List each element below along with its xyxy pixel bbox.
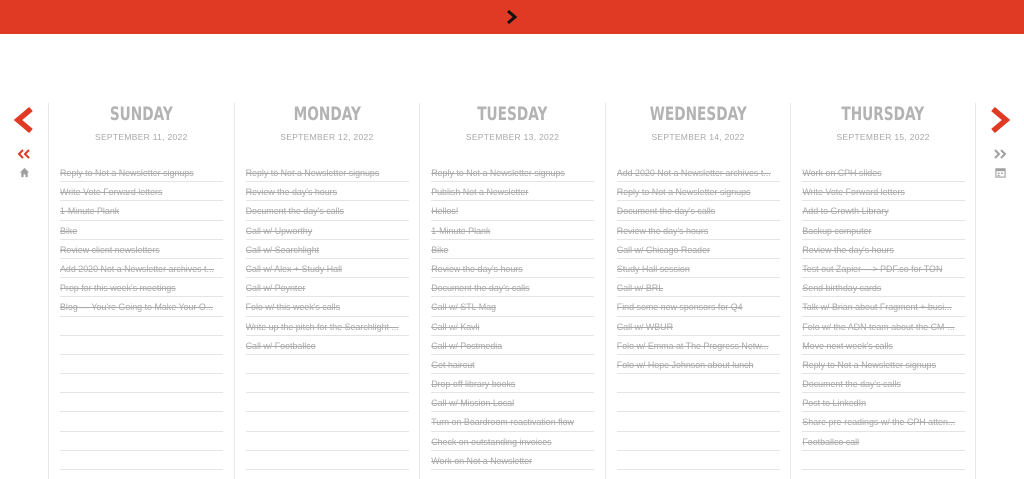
nav-left [0,103,48,179]
task-item[interactable]: Call w/ Upworthy [246,221,409,240]
double-chevron-right-icon [993,149,1007,159]
task-item[interactable]: Reply to Not a Newsletter signups [246,163,409,182]
empty-task-slot[interactable] [246,393,409,412]
day-column-monday [234,103,420,479]
task-item[interactable]: 1-Minute Plank [60,201,223,220]
empty-task-slot[interactable] [246,355,409,374]
task-item[interactable]: Work on CPH slides [802,163,965,182]
task-list [431,163,594,479]
empty-task-slot[interactable] [60,336,223,355]
empty-task-slot[interactable] [802,470,965,479]
day-date: SEPTEMBER 12, 2022 [280,132,374,142]
day-name: SUNDAY [109,103,173,125]
empty-task-slot[interactable] [802,451,965,470]
task-item[interactable]: Folo w/ Hope Johnson about lunch [617,355,780,374]
task-item[interactable]: Review the day's hours [431,259,594,278]
task-item[interactable]: Post to LinkedIn [802,393,965,412]
task-item[interactable]: Call w/ Alex + Study Hall [246,259,409,278]
chevron-right-icon [506,10,518,24]
task-item[interactable]: Add to Growth Library [802,201,965,220]
chevron-right-icon [988,107,1012,133]
double-chevron-left-icon [17,149,31,159]
task-item[interactable]: Reply to Not a Newsletter signups [60,163,223,182]
task-list [617,163,780,479]
nav-right [976,103,1024,179]
empty-task-slot[interactable] [617,393,780,412]
task-list [802,163,965,479]
task-item[interactable]: Reply to Not a Newsletter signups [617,182,780,201]
task-item[interactable]: 1-Minute Plank [431,221,594,240]
day-date: SEPTEMBER 15, 2022 [836,132,930,142]
day-column-tuesday [419,103,605,479]
empty-task-slot[interactable] [60,374,223,393]
task-item[interactable]: Review the day's hours [802,240,965,259]
task-item[interactable]: Write Vote Forward letters [802,182,965,201]
task-item[interactable]: Add 2020 Not a Newsletter archives t... [617,163,780,182]
week-columns [48,103,976,479]
task-item[interactable]: Publish Not a Newsletter [431,182,594,201]
task-item[interactable]: Test out Zapier —> PDF.co for TON [802,259,965,278]
task-item[interactable]: Send birthday cards [802,278,965,297]
task-item[interactable]: Backup computer [802,221,965,240]
empty-task-slot[interactable] [60,470,223,479]
task-item[interactable]: Reply to Not a Newsletter signups [802,355,965,374]
task-item[interactable]: Call w/ Chicago Reader [617,240,780,259]
empty-task-slot[interactable] [246,451,409,470]
empty-task-slot[interactable] [60,355,223,374]
empty-task-slot[interactable] [617,432,780,451]
task-item[interactable]: Blog — You're Going to Make Your O... [60,297,223,316]
top-bar [0,0,1024,34]
task-item[interactable]: Share pre-readings w/ the CPH atten... [802,412,965,431]
empty-task-slot[interactable] [617,374,780,393]
task-item[interactable]: Reply to Not a Newsletter signups [431,163,594,182]
day-name: TUESDAY [477,103,548,125]
empty-task-slot[interactable] [246,470,409,479]
previous-day-button[interactable] [9,103,39,137]
next-week-button[interactable] [991,147,1009,161]
empty-task-slot[interactable] [617,412,780,431]
empty-task-slot[interactable] [60,393,223,412]
empty-task-slot[interactable] [60,451,223,470]
next-day-button[interactable] [985,103,1015,137]
day-name: WEDNESDAY [649,103,747,125]
task-item[interactable]: Document the day's calls [246,201,409,220]
task-item[interactable]: Call w/ Poynter [246,278,409,297]
day-date: SEPTEMBER 14, 2022 [651,132,745,142]
task-item[interactable]: Find some new sponsors for Q4 [617,297,780,316]
task-item[interactable]: Call w/ Searchlight [246,240,409,259]
task-item[interactable]: Call w/ Postmedia [431,336,594,355]
task-item[interactable]: Folo w/ this week's calls [246,297,409,316]
task-item[interactable]: Write up the pitch for the Searchlight ... [246,317,409,336]
task-item[interactable]: Hellos! [431,201,594,220]
task-item[interactable]: Get haircut [431,355,594,374]
task-item[interactable]: Check on outstanding invoices [431,432,594,451]
task-item[interactable]: Call w/ Mission Local [431,393,594,412]
empty-task-slot[interactable] [246,432,409,451]
day-name: MONDAY [293,103,361,125]
empty-task-slot[interactable] [246,374,409,393]
task-item[interactable]: Prep for this week's meetings [60,278,223,297]
task-item[interactable]: Work on Not a Newsletter [431,451,594,470]
chevron-left-icon [12,107,36,133]
task-item[interactable]: Footballco call [802,432,965,451]
home-icon [19,167,30,178]
empty-task-slot[interactable] [246,412,409,431]
empty-task-slot[interactable] [60,432,223,451]
task-item[interactable]: Call w/ WBUR [617,317,780,336]
task-item[interactable]: Write Vote Forward letters [60,182,223,201]
task-item[interactable]: Talk w/ Brian about Fragment + busi... [802,297,965,316]
previous-week-button[interactable] [15,147,33,161]
task-item[interactable]: Document the day's calls [431,278,594,297]
task-item[interactable]: Call w/ Footballco [246,336,409,355]
task-item[interactable]: Review client newsletters [60,240,223,259]
calendar-icon [995,167,1006,178]
day-date: SEPTEMBER 11, 2022 [94,132,188,142]
task-item[interactable]: Bike [60,221,223,240]
day-column-wednesday [605,103,791,479]
task-item[interactable]: Study Hall session [617,259,780,278]
task-item[interactable]: Bike [431,240,594,259]
today-button[interactable] [17,165,31,179]
task-item[interactable]: Review the day's hours [617,221,780,240]
toggle-someday-button[interactable] [500,5,524,29]
task-item[interactable]: Call w/ BRL [617,278,780,297]
task-list [60,163,223,479]
task-item[interactable]: Call w/ STL Mag [431,297,594,316]
task-item[interactable]: Call w/ Kavli [431,317,594,336]
task-item[interactable]: Move next week's calls [802,336,965,355]
task-item[interactable]: Review the day's hours [246,182,409,201]
day-column-thursday [790,103,976,479]
empty-task-slot[interactable] [617,451,780,470]
empty-task-slot[interactable] [60,317,223,336]
task-item[interactable]: Drop off library books [431,374,594,393]
empty-task-slot[interactable] [431,470,594,479]
calendar-button[interactable] [993,165,1007,179]
day-column-sunday [48,103,234,479]
task-item[interactable]: Folo w/ Emma at The Progress Netw... [617,336,780,355]
empty-task-slot[interactable] [60,412,223,431]
task-item[interactable]: Document the day's calls [802,374,965,393]
task-list [246,163,409,479]
task-item[interactable]: Add 2020 Not a Newsletter archives t... [60,259,223,278]
task-item[interactable]: Turn on Boardroom reactivation flow [431,412,594,431]
day-name: THURSDAY [841,103,925,125]
day-date: SEPTEMBER 13, 2022 [465,132,560,142]
task-item[interactable]: Folo w/ the ADN team about the CM-... [802,317,965,336]
task-item[interactable]: Document the day's calls [617,201,780,220]
empty-task-slot[interactable] [617,470,780,479]
